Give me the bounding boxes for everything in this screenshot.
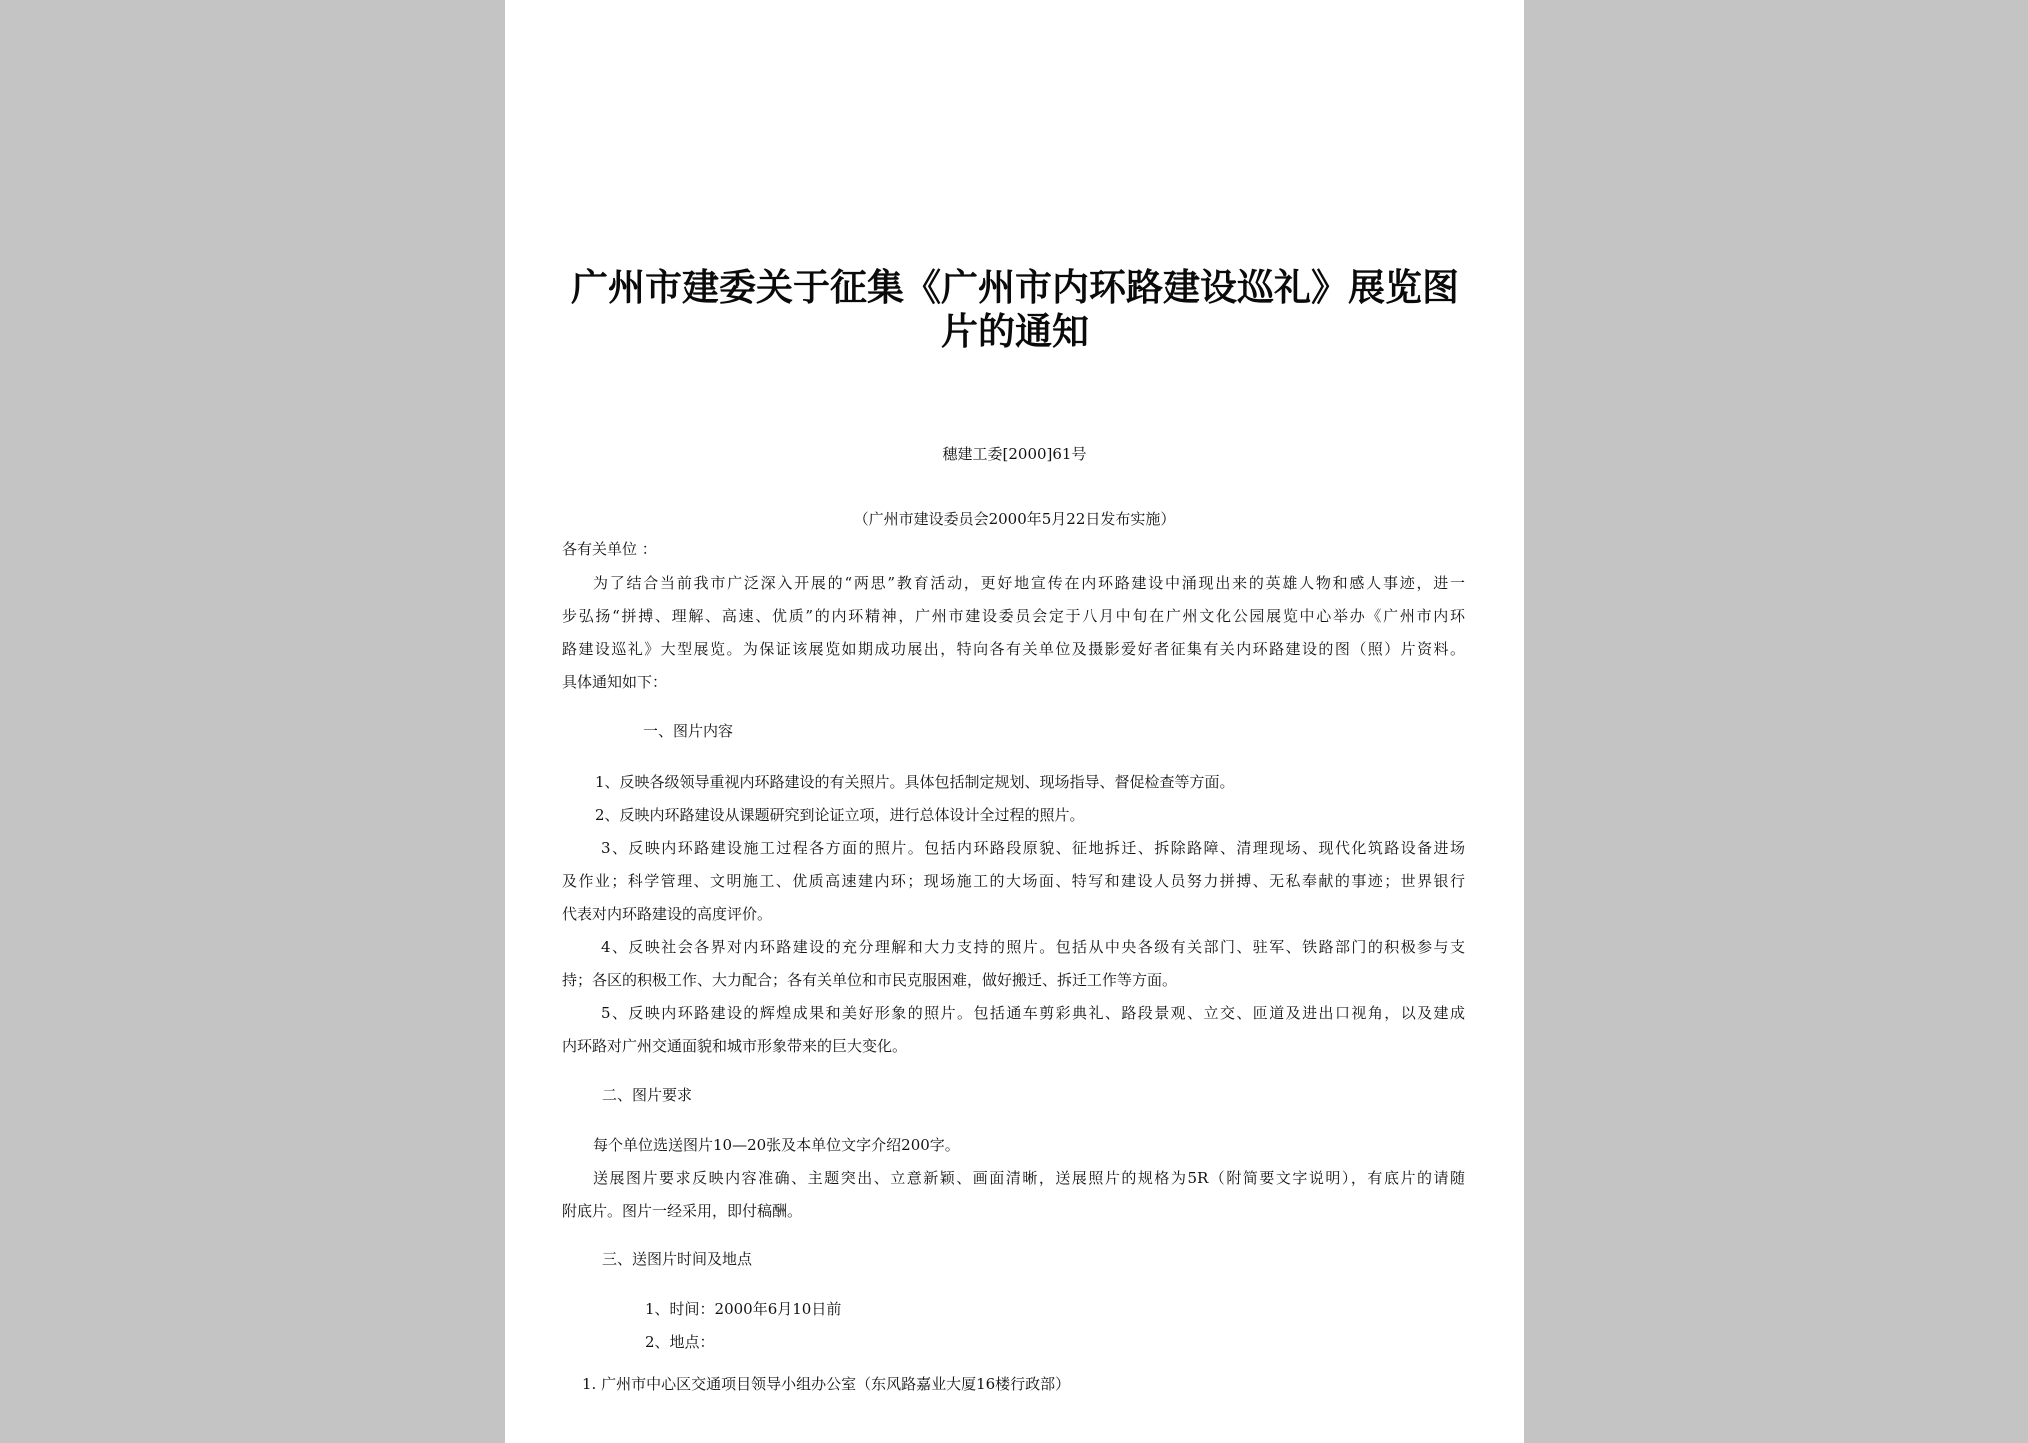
section-2-paragraph-2-line-2: 附底片。图片一经采用，即付稿酬。 bbox=[562, 1202, 803, 1220]
section-1-item-5-line-2: 内环路对广州交通面貌和城市形象带来的巨大变化。 bbox=[562, 1037, 908, 1055]
document-number: 穗建工委[2000]61号 bbox=[942, 445, 1087, 463]
issue-date-note: （广州市建设委员会2000年5月22日发布实施） bbox=[853, 510, 1176, 528]
section-3-place: 2、地点： bbox=[645, 1333, 715, 1351]
section-1-item-2: 2、反映内环路建设从课题研究到论证立项，进行总体设计全过程的照片。 bbox=[595, 806, 1085, 824]
section-1-item-3-line-3: 代表对内环路建设的高度评价。 bbox=[562, 905, 773, 923]
section-3-time: 1、时间：2000年6月10日前 bbox=[645, 1300, 842, 1318]
section-2-paragraph-2-line-1: 送展图片要求反映内容准确、主题突出、立意新颖、画面清晰，送展照片的规格为5R（附简要文字说明），有底片的请随 bbox=[593, 1169, 1465, 1187]
section-1-item-3-line-1: 3、反映内环路建设施工过程各方面的照片。包括内环路段原貌、征地拆迁、拆除路障、清理现场、现代化筑路设备进场 bbox=[601, 839, 1465, 857]
section-2-paragraph-1: 每个单位选送图片10—20张及本单位文字介绍200字。 bbox=[593, 1136, 960, 1154]
section-1-item-3-line-2: 及作业；科学管理、文明施工、优质高速建内环；现场施工的大场面、特写和建设人员努力拼搏、无私奉献的事迹；世界银行 bbox=[562, 872, 1465, 890]
intro-line-4: 具体通知如下： bbox=[562, 673, 668, 691]
document-title-line-1: 广州市建委关于征集《广州市内环路建设巡礼》展览图 bbox=[571, 266, 1459, 309]
section-1-item-4-line-2: 持；各区的积极工作、大力配合；各有关单位和市民克服困难，做好搬迁、拆迁工作等方面。 bbox=[562, 971, 1178, 989]
section-1-item-4-line-1: 4、反映社会各界对内环路建设的充分理解和大力支持的照片。包括从中央各级有关部门、驻军、铁路部门的积极参与支 bbox=[601, 938, 1465, 956]
intro-line-1: 为了结合当前我市广泛深入开展的“两思”教育活动，更好地宣传在内环路建设中涌现出来的英雄人物和感人事迹，进一 bbox=[593, 574, 1465, 592]
document-title-line-2: 片的通知 bbox=[941, 310, 1089, 353]
section-3-place-1: 1. 广州市中心区交通项目领导小组办公室（东风路嘉业大厦16楼行政部） bbox=[582, 1375, 1071, 1393]
section-1-heading: 一、图片内容 bbox=[643, 722, 734, 740]
document-page bbox=[505, 0, 1524, 1443]
section-1-item-5-line-1: 5、反映内环路建设的辉煌成果和美好形象的照片。包括通车剪彩典礼、路段景观、立交、匝道及进出口视角，以及建成 bbox=[601, 1004, 1465, 1022]
intro-line-2: 步弘扬“拼搏、理解、高速、优质”的内环精神，广州市建设委员会定于八月中旬在广州文化公园展览中心举办《广州市内环 bbox=[562, 607, 1465, 625]
section-2-heading: 二、图片要求 bbox=[602, 1086, 693, 1104]
salutation: 各有关单位 ： bbox=[562, 540, 657, 558]
section-1-item-1: 1、反映各级领导重视内环路建设的有关照片。具体包括制定规划、现场指导、督促检查等方面。 bbox=[595, 773, 1235, 791]
intro-line-3: 路建设巡礼》大型展览。为保证该展览如期成功展出，特向各有关单位及摄影爱好者征集有关内环路建设的图（照）片资料。 bbox=[562, 640, 1465, 658]
section-3-heading: 三、送图片时间及地点 bbox=[602, 1250, 753, 1268]
